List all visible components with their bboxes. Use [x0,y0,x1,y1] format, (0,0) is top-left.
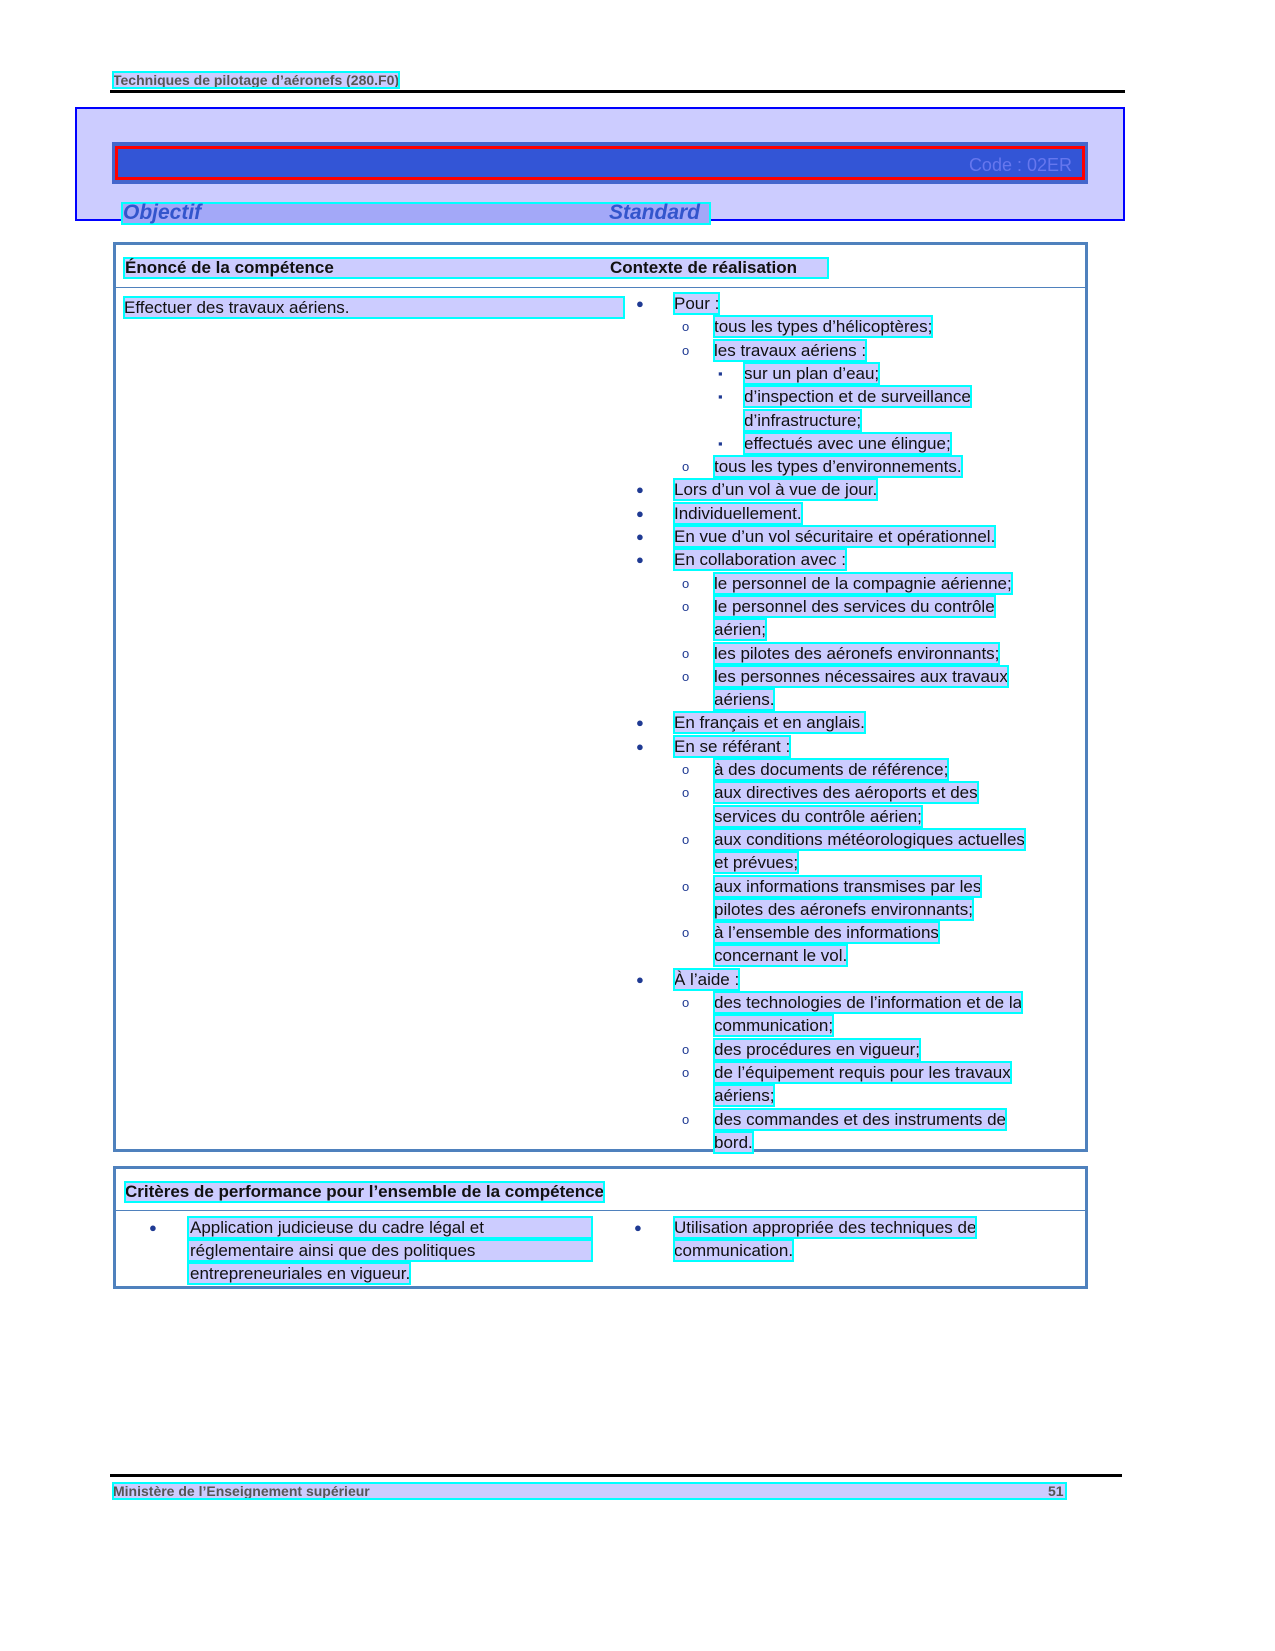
running-header: Techniques de pilotage d’aéronefs (280.F0) [113,72,400,88]
context-list-item: à l’ensemble des informations [714,923,939,943]
context-list-item: de l’équipement requis pour les travaux [714,1062,1011,1082]
context-list-item: le personnel des services du contrôle [714,596,995,616]
context-list-item: à des documents de référence; [714,760,949,779]
header-rule [110,90,1125,93]
context-list-item: les pilotes des aéronefs environnants; [714,643,1000,663]
competency-table [113,242,1088,1152]
context-list-item: tous les types d’environnements. [714,457,962,477]
bullet-icon: ● [636,738,644,754]
criteria-header: Critères de performance pour l’ensemble de la compétence [125,1182,604,1201]
context-list-item: des technologies de l’information et de la [714,993,1023,1012]
standard-label: Standard [609,201,701,224]
context-list-item: aérien; [714,620,766,640]
context-list-item: aux directives des aéroports et des [714,783,978,803]
context-list-item: le personnel de la compagnie aérienne; [714,573,1012,593]
contexte-header: Contexte de réalisation [610,258,798,277]
bullet-icon: o [682,1111,690,1127]
bullet-icon: o [682,785,690,801]
bullet-icon: o [682,645,690,661]
header-divider [116,287,1085,288]
criterion-right-line-1: Utilisation appropriée des techniques de [674,1218,977,1237]
context-list-item: À l’aide : [674,969,740,989]
context-list-item: Lors d’un vol à vue de jour. [674,480,878,500]
context-list-item: communication; [714,1016,834,1036]
bullet-icon: o [682,668,690,684]
context-list-item: effectués avec une élingue; [744,433,951,453]
criterion-left-line-3: entrepreneuriales en vigueur. [190,1264,411,1283]
bullet-icon: ● [636,296,644,311]
bullet-icon: ● [634,1220,642,1235]
bullet-icon: ● [636,505,644,521]
context-list-item: les travaux aériens : [714,340,867,360]
bullet-icon: ▪ [718,435,723,451]
context-list-item: aériens. [714,690,775,710]
context-list-item: En collaboration avec : [674,550,846,570]
context-list-item: les personnes nécessaires aux travaux [714,666,1008,686]
bullet-icon: ▪ [718,389,723,405]
bullet-icon: ▪ [718,365,723,381]
footer-rule [110,1474,1122,1477]
bullet-icon: ● [636,552,644,568]
context-list-item: services du contrôle aérien; [714,806,922,826]
context-list-item: et prévues; [714,853,799,873]
context-list-item: d’infrastructure; [744,410,862,430]
bullet-icon: o [682,1041,690,1057]
bullet-icon: ● [636,529,644,544]
page-number: 51 [1048,1483,1064,1499]
bullet-icon: o [682,831,690,847]
context-list-item: bord. [714,1132,753,1152]
code-bar-inner [115,146,1085,180]
footer-ministry: Ministère de l’Enseignement supérieur [113,1483,1066,1499]
bullet-icon: o [682,995,690,1010]
context-list-item: aux informations transmises par les [714,876,982,896]
criterion-left-line-1: Application judicieuse du cadre légal et [188,1217,592,1238]
criteria-divider [116,1210,1085,1211]
bullet-icon: o [682,598,690,614]
context-list-item: des commandes et des instruments de [714,1109,1006,1129]
bullet-icon: o [682,459,690,475]
bullet-icon: o [682,762,690,777]
bullet-icon: o [682,319,690,335]
context-list-item: pilotes des aéronefs environnants; [714,899,973,919]
context-list-item: sur un plan d’eau; [744,363,880,383]
bullet-icon: o [682,878,690,894]
objectif-label: Objectif [123,201,202,224]
context-list-item: aériens; [714,1086,775,1106]
bullet-icon: o [682,342,690,358]
bullet-icon: o [682,925,690,941]
bullet-icon: o [682,575,690,591]
bullet-icon: ● [636,715,644,731]
context-list-item: concernant le vol. [714,946,848,966]
context-list-item: d’inspection et de surveillance [744,387,971,407]
context-list-item: Individuellement. [674,503,802,523]
criterion-right-line-2: communication. [674,1241,794,1260]
bullet-icon: ● [149,1220,157,1235]
context-list-item: En vue d’un vol sécuritaire et opérationnel. [674,527,996,546]
context-list-item: En se référant : [674,736,791,756]
enonce-text: Effectuer des travaux aériens. [124,297,624,318]
enonce-header: Énoncé de la compétence [125,258,334,277]
context-list-item: tous les types d’hélicoptères; [714,317,933,337]
bullet-icon: o [682,1064,690,1080]
context-list-item: des procédures en vigueur; [714,1039,921,1059]
context-list-item: Pour : [674,294,720,313]
competency-code: Code : 02ER [968,155,1072,175]
context-list-item: En français et en anglais. [674,713,865,733]
performance-criteria-table [113,1166,1088,1289]
criterion-left-line-2: réglementaire ainsi que des politiques [188,1240,592,1261]
bullet-icon: ● [636,482,644,498]
bullet-icon: ● [636,971,644,987]
context-list-item: aux conditions météorologiques actuelles [714,829,1025,849]
